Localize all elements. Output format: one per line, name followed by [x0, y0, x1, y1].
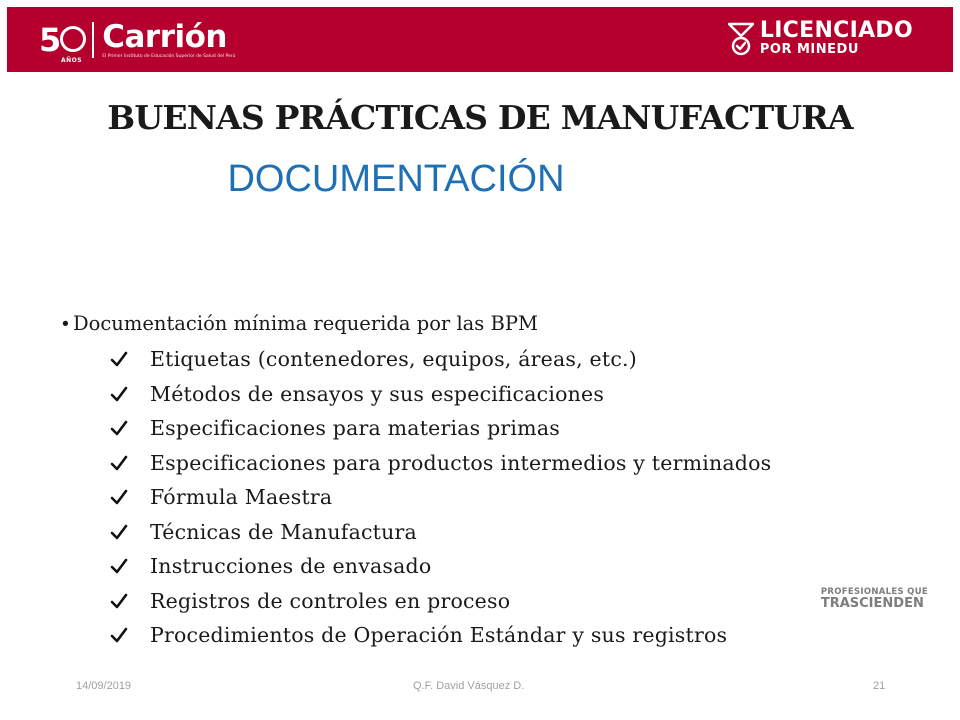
watermark-line1: PROFESIONALES QUE [820, 587, 928, 597]
bullet-symbol: • [62, 313, 69, 335]
checklist-item [62, 549, 942, 584]
bullet-item [62, 310, 942, 338]
logo-divider [92, 22, 94, 58]
checklist-item [62, 618, 942, 653]
checkmark-icon [110, 385, 150, 403]
checklist-item [62, 446, 942, 481]
slide-subtitle: DOCUMENTACIÓN [227, 158, 565, 200]
checkmark-icon [110, 626, 150, 644]
checklist-item-label: Fórmula Maestra [150, 485, 333, 510]
slide-title: BUENAS PRÁCTICAS DE MANUFACTURA [107, 98, 853, 137]
checklist-item [62, 377, 942, 412]
footer-author: Q.F. David Vásquez D. [413, 680, 525, 692]
bullet-text: Documentación mínima requerida por las BPM [73, 312, 538, 335]
footer-date: 14/09/2019 [76, 680, 132, 692]
badge-subtitle: POR MINEDU [759, 42, 859, 57]
logo-ring-icon [60, 26, 86, 52]
checklist-item [62, 480, 942, 515]
checklist-item-label: Registros de controles en proceso [150, 588, 511, 613]
checkmark-icon [110, 488, 150, 506]
fifty-years-mark [39, 21, 86, 64]
checklist-item-label: Procedimientos de Operación Estándar y sus registros [150, 623, 728, 648]
checklist-item-label: Especificaciones para materias primas [150, 416, 560, 441]
checkmark-icon [110, 592, 150, 610]
checklist-item [62, 342, 942, 377]
checklist [62, 342, 942, 653]
slide-content [62, 310, 942, 653]
checklist-item-label: Instrucciones de envasado [150, 554, 432, 579]
checklist-item [62, 411, 942, 446]
checkmark-icon [110, 419, 150, 437]
checkmark-icon [110, 454, 150, 472]
header-bar [7, 7, 953, 72]
logo-anos: AÑOS [61, 57, 83, 64]
checklist-item [62, 584, 942, 619]
logo-name: Carrión [102, 18, 228, 55]
checklist-item-label: Especificaciones para productos intermedios y terminados [150, 450, 772, 475]
checklist-item [62, 515, 942, 550]
checklist-item-label: Técnicas de Manufactura [150, 519, 417, 544]
logo-brand [102, 18, 236, 59]
watermark-logo [821, 588, 928, 612]
checkmark-icon [110, 350, 150, 368]
checkmark-icon [110, 557, 150, 575]
checklist-item-label: Métodos de ensayos y sus especificaciones [150, 381, 605, 406]
badge-title: LICENCIADO [759, 18, 913, 43]
watermark-line2: TRASCIENDEN [820, 596, 924, 612]
carrion-logo [39, 17, 236, 63]
badge-text [760, 20, 913, 58]
shield-check-icon [728, 22, 754, 56]
checklist-item-label: Etiquetas (contenedores, equipos, áreas, etc.) [150, 347, 637, 372]
logo-number: 5 [39, 21, 60, 59]
footer-page-number: 21 [873, 680, 886, 692]
licenciado-badge [728, 20, 913, 58]
checkmark-icon [110, 523, 150, 541]
logo-tagline: El Primer Instituto de Educación Superior de Salud del Perú [102, 53, 236, 59]
